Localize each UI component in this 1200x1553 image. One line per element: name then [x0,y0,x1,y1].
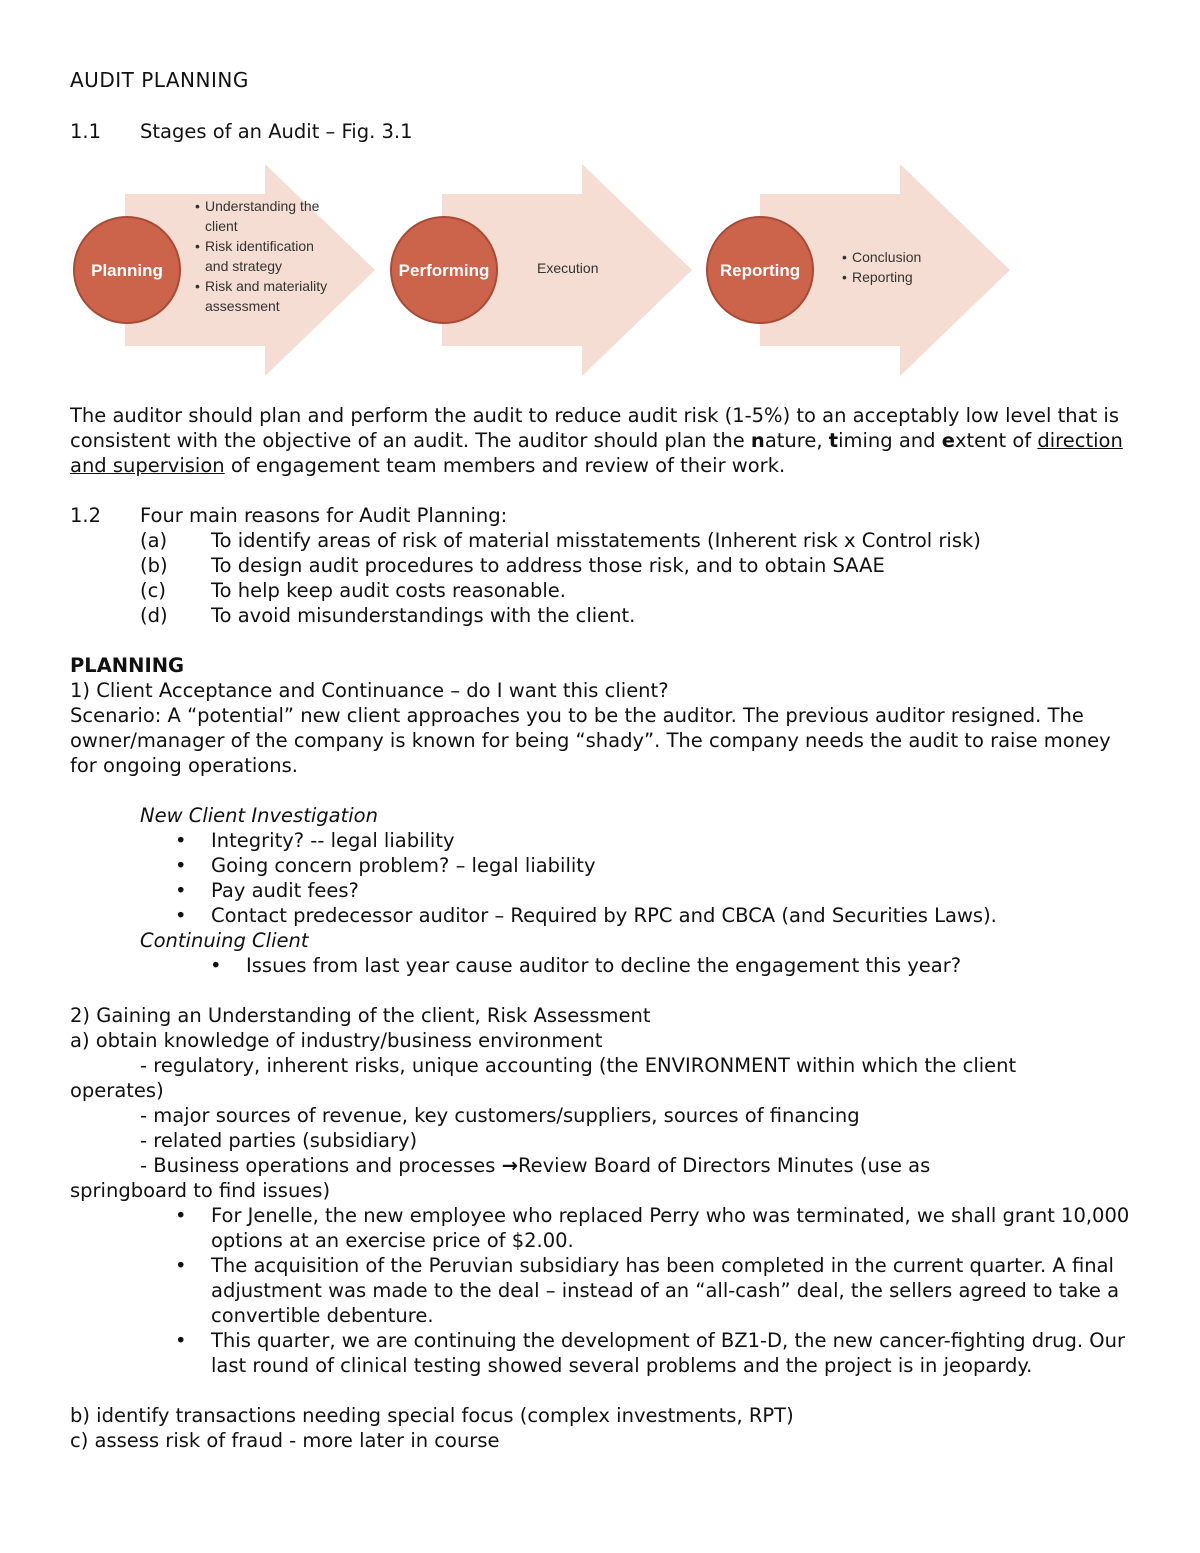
list-item: • Integrity? -- legal liability [175,829,455,852]
planning-items [195,196,335,316]
list-item: • Issues from last year cause auditor to decline the engagement this year? [210,954,962,977]
right-arrow-icon: → [501,1154,518,1177]
sub-point: - Business operations and processes →Review Board of Directors Minutes (use as [140,1154,931,1177]
sub-point-continued: operates) [70,1079,164,1102]
performing-label: Performing [398,261,490,280]
step-a: a) obtain knowledge of industry/business environment [70,1029,603,1052]
step-c: c) assess risk of fraud - more later in course [70,1429,500,1452]
list-item: (a) To identify areas of risk of material misstatements (Inherent risk x Control risk) [140,529,981,552]
list-item: (d) To avoid misunderstandings with the client. [140,604,636,627]
list-item: • Contact predecessor auditor – Required by RPC and CBCA (and Securities Laws). [175,904,997,927]
list-item: • The acquisition of the Peruvian subsidiary has been completed in the current quarter. A final adjustment was made to the deal – instead of an “all-cash” deal, the sellers agreed to take a convertible debenture. [175,1254,1120,1327]
section-number: 1.1 [70,120,102,143]
underlined-phrase: direction and supervision [70,429,1123,477]
planning-item: • Understanding the client [195,196,335,236]
reporting-items [842,247,921,287]
section-title: Stages of an Audit – Fig. 3.1 [140,120,413,143]
reporting-item: • Reporting [842,267,921,287]
sub-point-continued: springboard to find issues) [70,1179,331,1202]
sub-point: - major sources of revenue, key customers/suppliers, sources of financing [140,1104,860,1127]
planning-item: • Risk and materiality assessment [195,276,335,316]
step-b: b) identify transactions needing special focus (complex investments, RPT) [70,1404,794,1427]
planning-label: Planning [91,261,163,280]
list-item: • This quarter, we are continuing the development of BZ1-D, the new cancer-fighting drug. Our last round of clinical testing showed several problems and the project is in jeopardy. [175,1329,1125,1377]
planning-item: • Risk identification and strategy [195,236,335,276]
planning-item-1: 1) Client Acceptance and Continuance – do I want this client? [70,679,669,702]
new-client-heading: New Client Investigation [140,804,378,827]
scenario-paragraph: Scenario: A “potential” new client approaches you to be the auditor. The previous auditor resigned. The owner/manager of the company is known for being “shady”. The company needs the audit to raise money for ongoing operations. [70,704,1111,777]
sub-point: - regulatory, inherent risks, unique accounting (the ENVIRONMENT within which the client [140,1054,1017,1077]
section-1-1 [70,119,1140,144]
intro-paragraph: The auditor should plan and perform the audit to reduce audit risk (1-5%) to an acceptably low level that is consistent with the objective of an audit. The auditor should plan the nature, timing and extent of direction and supervision of engagement team members and review of their work. [70,404,1123,477]
sub-point: - related parties (subsidiary) [140,1129,418,1152]
reporting-label: Reporting [719,261,801,280]
list-item: • Pay audit fees? [175,879,359,902]
planning-heading: PLANNING [70,654,185,677]
document-page [70,68,1140,1453]
planning-item-2: 2) Gaining an Understanding of the client, Risk Assessment [70,1004,651,1027]
list-item: (b) To design audit procedures to address those risk, and to obtain SAAE [140,554,885,577]
continuing-client-heading: Continuing Client [140,929,309,952]
list-item: • For Jenelle, the new employee who replaced Perry who was terminated, we shall grant 10,000 options at an exercise price of $2.00. [175,1204,1130,1252]
section-1-2 [70,503,1140,528]
list-item: • Going concern problem? – legal liability [175,854,596,877]
performing-text: Execution [537,260,599,276]
list-item: (c) To help keep audit costs reasonable. [140,579,566,602]
section-number: 1.2 [70,504,102,527]
audit-stages-figure [70,152,1030,377]
page-title: AUDIT PLANNING [70,68,249,92]
section-title: Four main reasons for Audit Planning: [140,504,508,527]
reporting-item: • Conclusion [842,247,921,267]
